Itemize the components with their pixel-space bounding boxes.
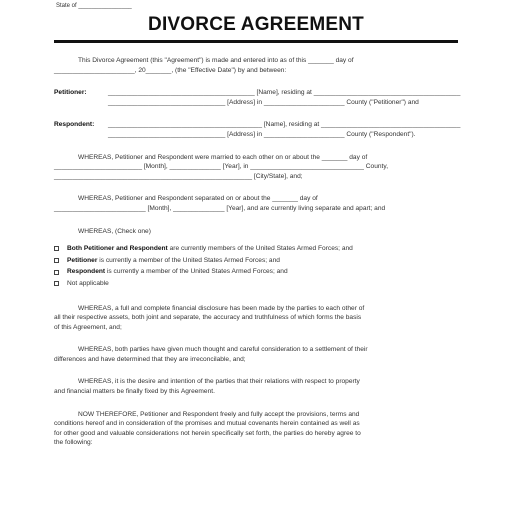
checkbox[interactable] xyxy=(54,258,59,263)
option-bold-label: Respondent xyxy=(67,268,106,276)
respondent-block xyxy=(54,120,461,130)
disclosure-line-3: of this Agreement, and; xyxy=(54,323,122,331)
married-line-3: ______________________________________________________ [City/State], and; xyxy=(54,172,303,180)
now-therefore-line-4: the following: xyxy=(54,439,93,447)
checkbox[interactable] xyxy=(54,270,59,275)
document-body xyxy=(54,56,461,448)
check-one-heading: WHEREAS, (Check one) xyxy=(78,227,151,235)
option-text: are currently members of the United States Armed Forces; and xyxy=(167,245,353,253)
state-line: State of ________________ xyxy=(56,3,132,9)
now-therefore-line-1: NOW THEREFORE, Petitioner and Respondent freely and fully accept the provisions, terms and xyxy=(78,410,360,418)
petitioner-line-1: ________________________________________ [Name], residing at ________________________________________ xyxy=(108,89,461,97)
disclosure-line-2: all their respective assets, both joint and separate, the accuracy and truthfulness of which forms the basis xyxy=(54,314,362,322)
intro-line-1: This Divorce Agreement (this "Agreement") is made and entered into as of this _______ day of xyxy=(78,57,354,64)
desire-line-2: and financial matters be finally fixed by this Agreement. xyxy=(54,388,215,396)
disclosure-line-1: WHEREAS, a full and complete financial disclosure has been made by the parties to each other of xyxy=(78,304,365,312)
petitioner-line-2: ________________________________ [Address] in ______________________ County ("Petitioner") and xyxy=(108,98,419,106)
check-option-not-applicable[interactable] xyxy=(54,279,458,289)
now-therefore-line-3: for other good and valuable considerations not herein specifically set forth, the parties do hereby agree to xyxy=(54,429,361,437)
title-divider xyxy=(54,40,458,43)
check-option-petitioner[interactable] xyxy=(54,256,458,266)
consideration-line-1: WHEREAS, both parties have given much thought and careful consideration to a settlement of their xyxy=(78,346,368,354)
consideration-line-2: differences and have determined that they are irreconcilable, and; xyxy=(54,355,246,363)
respondent-line-1: __________________________________________ [Name], residing at ______________________________________ xyxy=(108,121,461,129)
checkbox[interactable] xyxy=(54,246,59,251)
respondent-label: Respondent: xyxy=(54,121,95,129)
checkbox[interactable] xyxy=(54,281,59,286)
intro-line-2: ______________________, 20_______, (the "Effective Date") by and between: xyxy=(54,66,287,74)
married-line-1: WHEREAS, Petitioner and Respondent were married to each other on or about the _______ day of xyxy=(78,153,368,161)
separated-line-1: WHEREAS, Petitioner and Respondent separated on or about the _______ day of xyxy=(78,195,318,203)
option-bold-label: Petitioner xyxy=(67,256,98,264)
now-therefore-line-2: conditions hereof and in consideration of the promises and mutual covenants herein contained as well as xyxy=(54,420,360,428)
petitioner-block xyxy=(54,88,461,98)
page-title: DIVORCE AGREEMENT xyxy=(148,14,364,35)
check-option-both[interactable] xyxy=(54,244,458,254)
respondent-line-2: ________________________________ [Address] in ______________________ County ("Respondent"). xyxy=(108,130,416,138)
separated-line-2: _________________________ [Month], ______________ [Year], and are currently living separate and apart; and xyxy=(54,204,386,212)
married-line-2: ________________________ [Month], ______________ [Year], in _______________________________ County, xyxy=(54,163,389,171)
check-option-respondent[interactable] xyxy=(54,267,458,277)
option-text: is currently a member of the United States Armed Forces; and xyxy=(105,268,288,276)
desire-line-1: WHEREAS, it is the desire and intention of the parties that their relations with respect to property xyxy=(78,378,360,386)
option-text: Not applicable xyxy=(67,279,109,287)
petitioner-label: Petitioner: xyxy=(54,89,87,97)
option-text: is currently a member of the United States Armed Forces; and xyxy=(97,256,280,264)
option-bold-label: Both Petitioner and Respondent xyxy=(67,245,168,253)
